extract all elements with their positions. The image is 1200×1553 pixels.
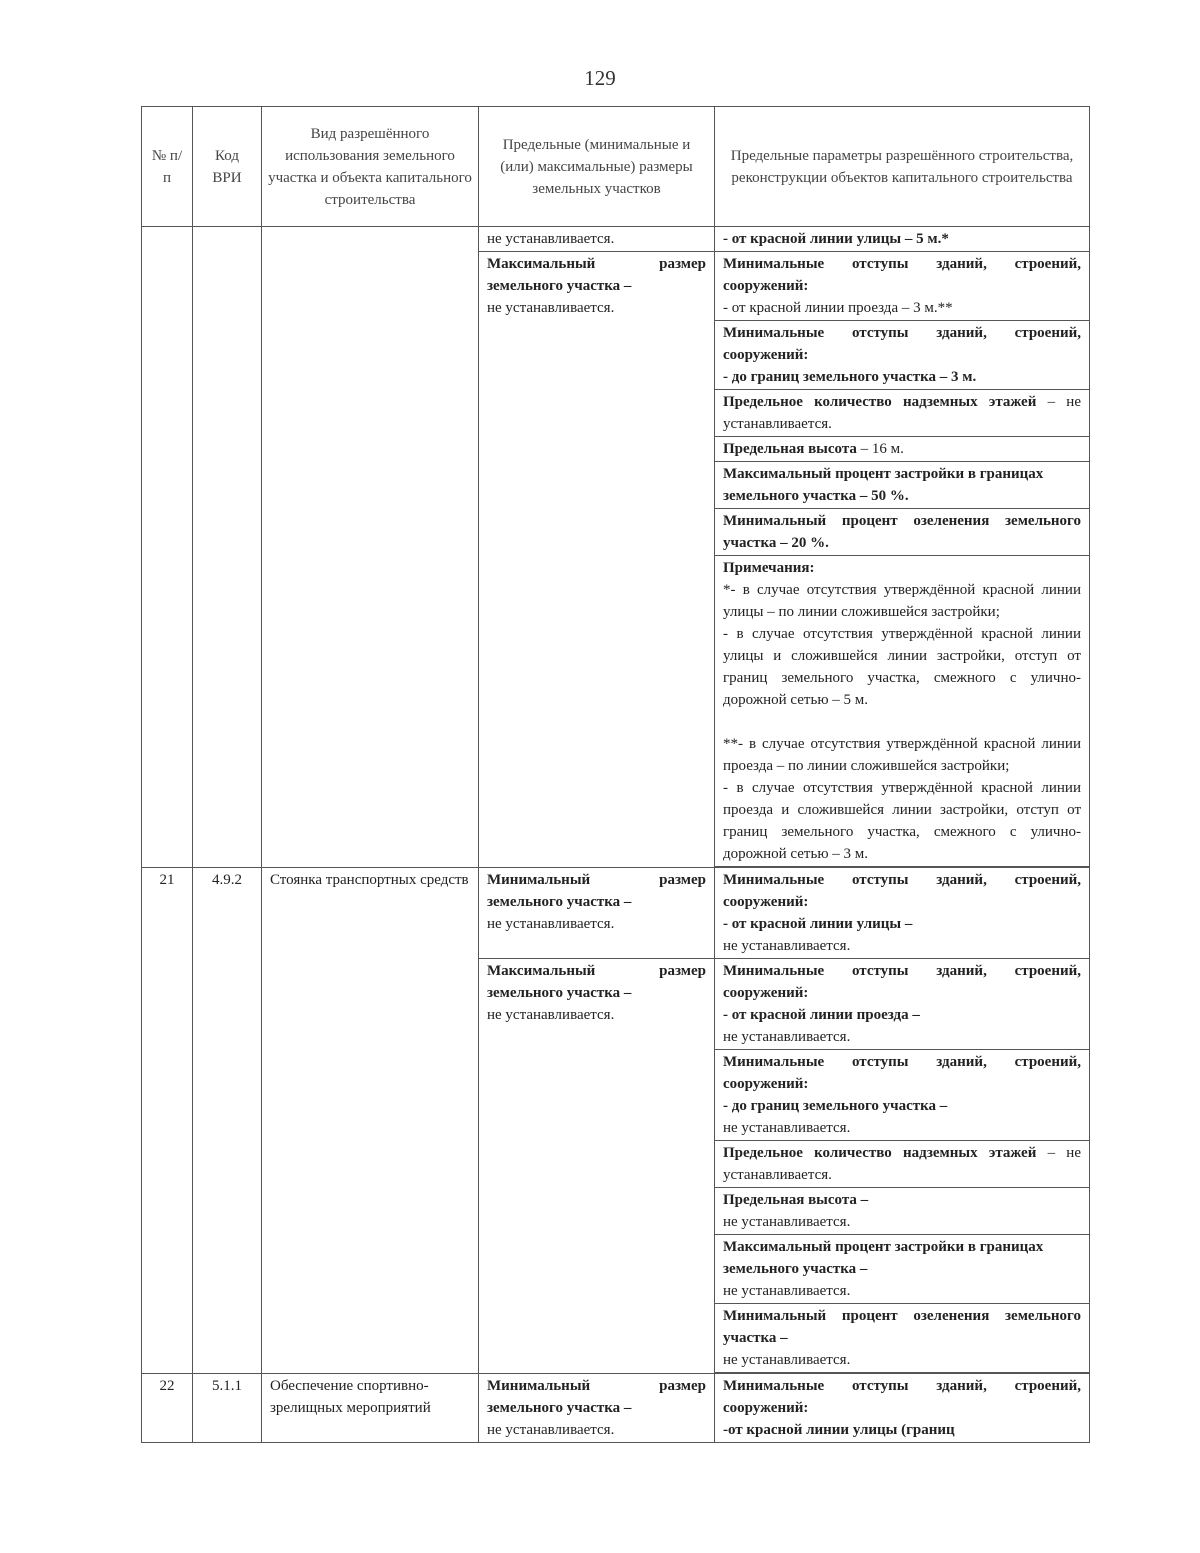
cell-code: 4.9.2 xyxy=(193,868,262,1374)
param-cell: Минимальные отступы зданий, строений, сооружений: - до границ земельного участка – 3 м. xyxy=(715,321,1090,390)
table-row xyxy=(142,227,1090,252)
cell-size-max: Максимальный размер земельного участка – не устанавливается. xyxy=(479,959,715,1374)
header-num: № п/п xyxy=(142,107,193,227)
param-cell: Предельная высота – 16 м. xyxy=(715,437,1090,462)
param-cell: Максимальный процент застройки в границах земельного участка – 50 %. xyxy=(715,462,1090,509)
table-row xyxy=(142,868,1090,959)
cell-kind-cont xyxy=(262,227,479,868)
cell-num: 22 xyxy=(142,1374,193,1443)
param-cell: Минимальные отступы зданий, строений, сооружений: - от красной линии проезда – не устанавливается. xyxy=(715,959,1090,1050)
note: *- в случае отсутствия утверждённой красной линии улицы – по линии сложившейся застройки; xyxy=(723,582,1081,620)
param-cell: Минимальные отступы зданий, строений, сооружений: -от красной линии улицы (границ xyxy=(715,1374,1090,1443)
header-params: Предельные параметры разрешённого строительства, реконструкции объектов капитального строительства xyxy=(715,107,1090,227)
table-row xyxy=(142,1374,1090,1443)
cell-size-cont: не устанавливается. xyxy=(479,227,715,252)
cell-kind: Обеспечение спортивно-зрелищных мероприятий xyxy=(262,1374,479,1443)
cell-kind: Стоянка транспортных средств xyxy=(262,868,479,1374)
param-cell: Минимальные отступы зданий, строений, сооружений: - от красной линии проезда – 3 м.** xyxy=(715,252,1090,321)
cell-size-min: Минимальный размер земельного участка – не устанавливается. xyxy=(479,868,715,959)
param-cell: Минимальные отступы зданий, строений, сооружений: - до границ земельного участка – не устанавливается. xyxy=(715,1050,1090,1141)
param-cell: Максимальный процент застройки в границах земельного участка – не устанавливается. xyxy=(715,1235,1090,1304)
note: - в случае отсутствия утверждённой красной линии улицы и сложившейся линии застройки, отступ от границ земельного участка, смежного с улично-дорожной сетью – 5 м. xyxy=(723,626,1081,708)
cell-num: 21 xyxy=(142,868,193,1374)
param-cell: - от красной линии улицы – 5 м.* xyxy=(715,227,1090,252)
param-cell: Предельное количество надземных этажей – не устанавливается. xyxy=(715,390,1090,437)
param-cell: Минимальный процент озеленения земельного участка – не устанавливается. xyxy=(715,1304,1090,1373)
page-number: 129 xyxy=(584,66,616,90)
param-cell: Предельное количество надземных этажей – не устанавливается. xyxy=(715,1141,1090,1188)
cell-code-cont xyxy=(193,227,262,868)
cell-size-min: Минимальный размер земельного участка – не устанавливается. xyxy=(479,1374,715,1443)
param-cell: Минимальные отступы зданий, строений, сооружений: - от красной линии улицы – не устанавливается. xyxy=(715,868,1090,959)
regulations-table xyxy=(141,106,1090,1443)
param-cell: Минимальный процент озеленения земельного участка – 20 %. xyxy=(715,509,1090,556)
cell-code: 5.1.1 xyxy=(193,1374,262,1443)
note: **- в случае отсутствия утверждённой красной линии проезда – по линии сложившейся застройки; xyxy=(723,736,1081,774)
note: - в случае отсутствия утверждённой красной линии проезда и сложившейся линии застройки, отступ от границ земельного участка, смежного с улично-дорожной сетью – 3 м. xyxy=(723,780,1081,862)
cell-size-max: Максимальный размер земельного участка – не устанавливается. xyxy=(479,252,715,868)
header-code: Код ВРИ xyxy=(193,107,262,227)
table-header-row xyxy=(142,107,1090,227)
cell-num-cont xyxy=(142,227,193,868)
header-size: Предельные (минимальные и (или) максимальные) размеры земельных участков xyxy=(479,107,715,227)
param-cell: Предельная высота – не устанавливается. xyxy=(715,1188,1090,1235)
notes-cell xyxy=(715,556,1090,867)
notes-title: Примечания: xyxy=(723,560,815,576)
header-kind: Вид разрешённого использования земельного участка и объекта капитального строительства xyxy=(262,107,479,227)
